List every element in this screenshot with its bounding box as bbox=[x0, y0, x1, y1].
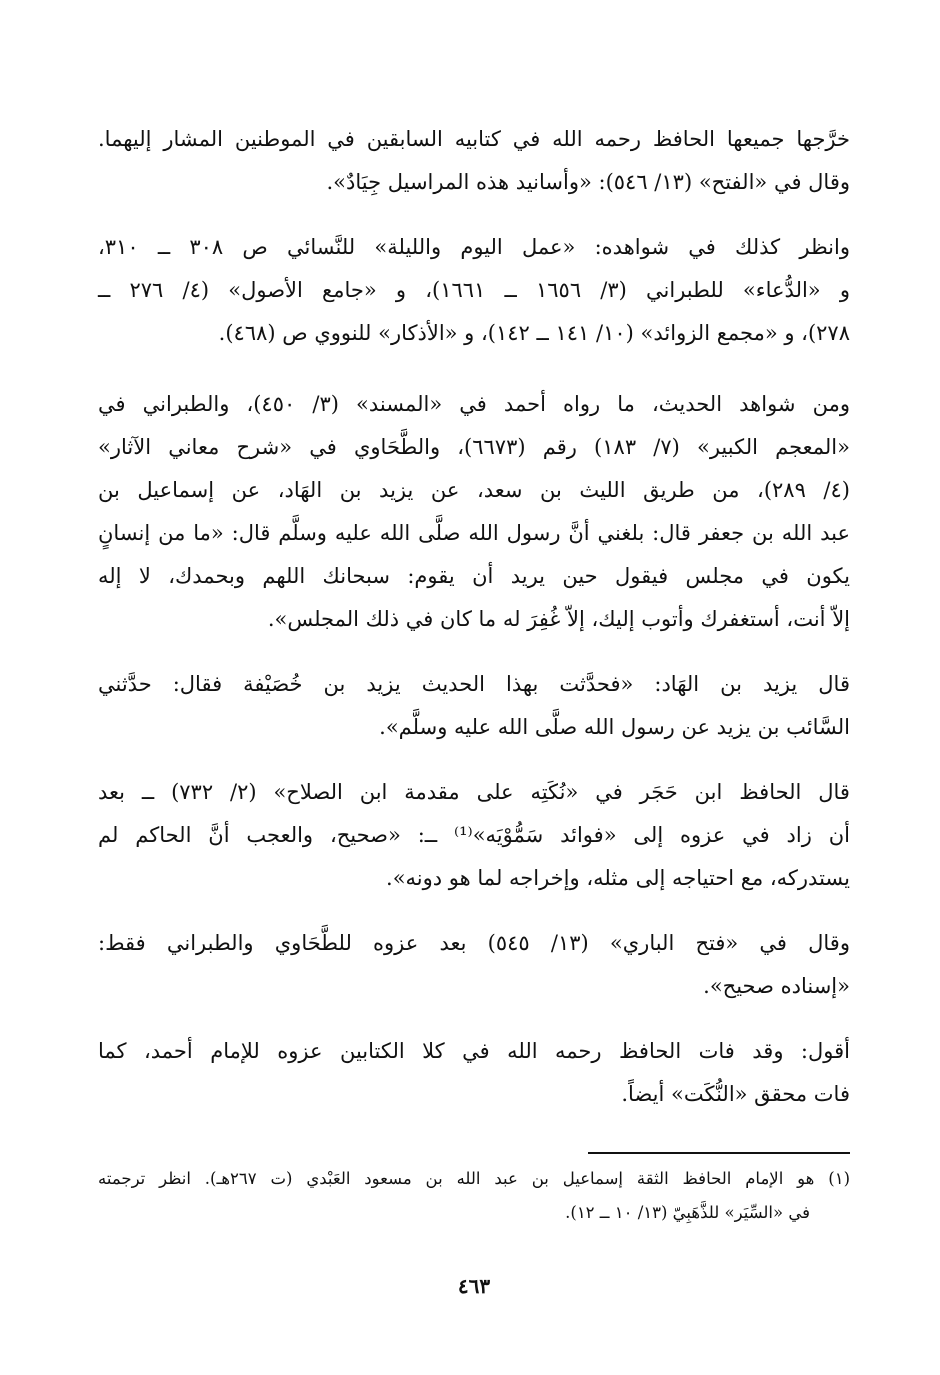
text-line: أقول: وقد فات الحافظ رحمه الله في كلا الكتابين عزوه للإمام أحمد، كما bbox=[98, 1039, 850, 1063]
text-line: يكون في مجلس فيقول حين يريد أن يقوم: سبحانك اللهم وبحمدك، لا إله bbox=[98, 564, 850, 588]
text-line: وقال في «الفتح» (١٣/ ٥٤٦): «وأسانيد هذه المراسيل جِيَادٌ». bbox=[326, 170, 850, 194]
text-line: قال الحافظ ابن حَجَر في «نُكَتِه على مقدمة ابن الصلاح» (٢/ ٧٣٢) ــ بعد bbox=[98, 780, 850, 804]
text-line: ٢٧٨)، و «مجمع الزوائد» (١٠/ ١٤١ ــ ١٤٢)، و «الأذكار» للنووي ص (٤٦٨). bbox=[218, 321, 850, 345]
page-number: ٤٦٣ bbox=[457, 1274, 491, 1298]
text-line: يستدركه، مع احتياجه إلى مثله، وإخراجه لما هو دونه». bbox=[386, 866, 850, 890]
footnote-line: في «السِّيَر» للذَّهَبِيّ (١٣/ ١٠ ــ ١٢). bbox=[565, 1203, 810, 1222]
paragraph-6 bbox=[98, 922, 850, 1008]
text-line: و «الدُّعاء» للطبراني (٣/ ١٦٥٦ ــ ١٦٦١)، و «جامع الأصول» (٤/ ٢٧٦ ــ bbox=[98, 278, 850, 302]
text-line: عبد الله بن جعفر قال: بلغني أنَّ رسول الله صلَّى الله عليه وسلَّم قال: «ما من إنسانٍ bbox=[98, 521, 850, 545]
paragraph-1 bbox=[98, 118, 850, 204]
text-line: خرَّجها جميعها الحافظ رحمه الله في كتابيه السابقين في الموطنين المشار إليهما. bbox=[98, 127, 850, 151]
text-line: وانظر كذلك في شواهده: «عمل اليوم والليلة» للنَّسائي ص ٣٠٨ ــ ٣١٠، bbox=[98, 235, 850, 259]
paragraph-3 bbox=[98, 383, 850, 641]
footnote-rule bbox=[588, 1152, 850, 1154]
text-line: قال يزيد بن الهَاد: «فحدَّثت بهذا الحديث يزيد بن خُصَيْفة فقال: حدَّثني bbox=[98, 672, 850, 696]
text-line: السَّائب بن يزيد عن رسول الله صلَّى الله عليه وسلَّم». bbox=[379, 715, 850, 739]
page-body bbox=[98, 118, 851, 1298]
text-line: «المعجم الكبير» (٧/ ١٨٣) رقم (٦٦٧٣)، والطَّحَاوي في «شرح معاني الآثار» bbox=[98, 435, 850, 459]
text-line: وقال في «فتح الباري» (١٣/ ٥٤٥) بعد عزوه للطَّحَاوي والطبراني فقط: bbox=[98, 931, 850, 955]
text-line: ومن شواهد الحديث، ما رواه أحمد في «المسند» (٣/ ٤٥٠)، والطبراني في bbox=[98, 392, 850, 416]
text-line: «إسناده صحيح». bbox=[703, 974, 850, 998]
text-line: (٤/ ٢٨٩)، من طريق الليث بن سعد، عن يزيد بن الهَاد، عن إسماعيل بن bbox=[98, 478, 850, 502]
paragraph-5 bbox=[98, 771, 850, 900]
footnote-separator bbox=[98, 1152, 850, 1154]
text-line: إلاّ أنت، أستغفرك وأتوب إليك، إلاّ غُفِرَ له ما كان في ذلك المجلس». bbox=[267, 607, 850, 631]
text-line: فات محقق «النُّكَت» أيضاً. bbox=[621, 1082, 850, 1106]
paragraph-4 bbox=[98, 663, 850, 749]
text-line: أن زاد في عزوه إلى «فوائد سَمُّوْيَه»⁽¹⁾ ــ: «صحيح، والعجب أنَّ الحاكم لم bbox=[98, 823, 851, 847]
footnote-line: (١) هو الإمام الحافظ الثقة إسماعيل بن عبد الله بن مسعود العَبْدي (ت ٢٦٧هـ). انظر ترجمته bbox=[98, 1169, 850, 1188]
paragraph-7 bbox=[98, 1030, 850, 1116]
paragraph-2 bbox=[98, 226, 850, 355]
footnote bbox=[98, 1162, 850, 1230]
